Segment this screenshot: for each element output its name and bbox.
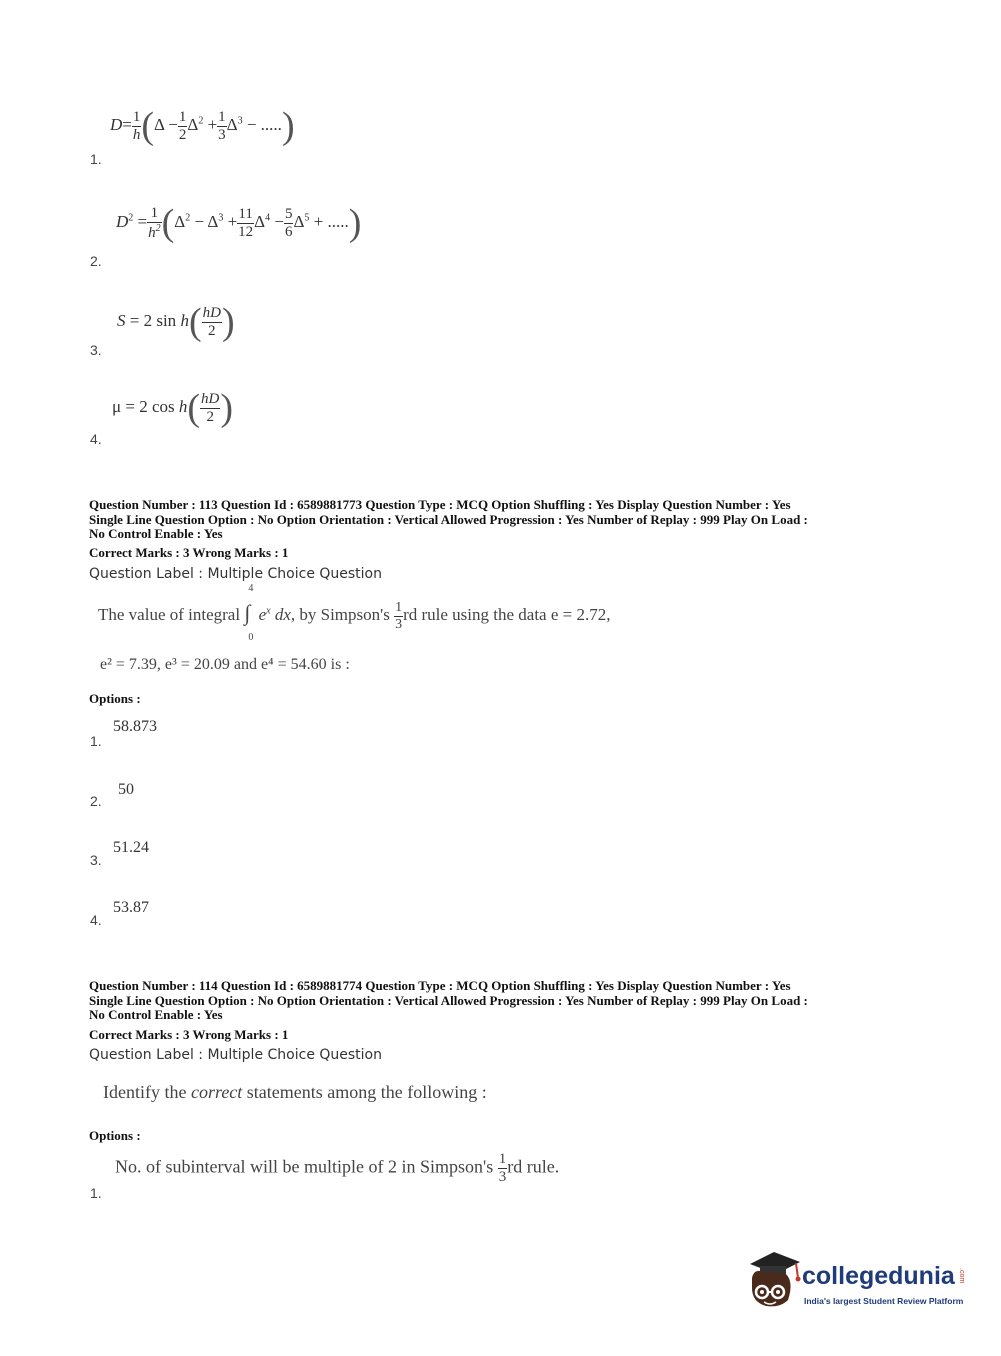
q113-text-part-3: rd rule using the data e = 2.72, (403, 605, 611, 624)
q113-option-1-value[interactable]: 58.873 (113, 718, 157, 735)
logo-suffix: .com (958, 1268, 965, 1284)
q113-option-1-number: 1. (90, 733, 102, 749)
q114-question-label: Question Label : Multiple Choice Question (89, 1047, 382, 1063)
prev-option-3-number: 3. (90, 342, 102, 358)
q114-text-emphasis: correct (190, 1082, 243, 1102)
logo-name: collegedunia (802, 1262, 955, 1290)
q114-meta-line-2: Single Line Question Option : No Option Orientation : Vertical Allowed Progression : Yes Number of Replay : 999 Play On Load : (89, 992, 808, 1008)
q113-option-3-number: 3. (90, 852, 102, 868)
q113-option-3-value[interactable]: 51.24 (113, 839, 149, 856)
logo-tagline: India's largest Student Review Platform (804, 1296, 964, 1306)
q114-marks: Correct Marks : 3 Wrong Marks : 1 (89, 1027, 289, 1042)
q113-option-4-number: 4. (90, 912, 102, 928)
q114-question-text (103, 1082, 487, 1103)
prev-option-1-formula: D= $\frac{1}{h}$ (Δ − $\frac{1}{2}$ $\Delta^2$ + $\frac{1}{3}$ $\Delta^3$ − .....) (110, 105, 295, 147)
q113-question-text: The value of integral ∫ 4 0 $e^x$ dx, by Simpson's $\frac{1}{3}$ rd rule using the data e = 2.72, (98, 583, 611, 643)
q114-option-1-number: 1. (90, 1185, 102, 1201)
prev-option-2-number: 2. (90, 253, 102, 269)
q113-meta (89, 498, 989, 542)
q114-option-1-text[interactable]: No. of subinterval will be multiple of 2 in Simpson's $\frac{1}{3}$ rd rule. (115, 1151, 560, 1185)
mascot-graduate-icon (742, 1248, 802, 1310)
q114-meta (89, 979, 989, 1023)
prev-option-2-formula: $D^2$ = $\frac{1}{h^2}$ ($\Delta^2 - \Delta^3$ + $\frac{11}{12}$ $\Delta^4$ − $\frac{5}{6}$ $\Delta^5$ + .....) (116, 202, 362, 244)
q113-option-2-value[interactable]: 50 (118, 781, 134, 798)
q113-marks: Correct Marks : 3 Wrong Marks : 1 (89, 545, 289, 560)
q114-meta-line-3: No Control Enable : Yes (89, 1007, 223, 1022)
prev-option-4-number: 4. (90, 431, 102, 447)
prev-option-3-formula: S = 2 sin h( $\frac{hD}{2}$ ) (117, 301, 235, 343)
prev-option-1-number: 1. (90, 151, 102, 167)
prev-option-4-formula: μ = 2 cos h( $\frac{hD}{2}$ ) (112, 387, 234, 429)
q114-text-part-1: Identify the (103, 1082, 191, 1102)
q113-meta-line-1: Question Number : 113 Question Id : 6589881773 Question Type : MCQ Option Shuffling : Yes Display Question Number : Yes (89, 497, 791, 512)
integral-sign-icon: ∫ 4 0 (244, 583, 254, 643)
q113-question-label: Question Label : Multiple Choice Question (89, 566, 382, 582)
q113-option-4-value[interactable]: 53.87 (113, 899, 149, 916)
q113-option-2-number: 2. (90, 793, 102, 809)
q114-options-heading: Options : (89, 1128, 141, 1143)
q114-option-1-part-1: No. of subinterval will be multiple of 2 in Simpson's (115, 1156, 494, 1177)
q113-meta-line-2: Single Line Question Option : No Option Orientation : Vertical Allowed Progression : Yes Number of Replay : 999 Play On Load : (89, 511, 808, 527)
q114-text-part-2: statements among the following : (242, 1082, 487, 1102)
q113-meta-line-3: No Control Enable : Yes (89, 526, 223, 541)
q113-question-text-line-2: e² = 7.39, e³ = 20.09 and e⁴ = 54.60 is : (100, 656, 350, 673)
q114-meta-line-1: Question Number : 114 Question Id : 6589881774 Question Type : MCQ Option Shuffling : Yes Display Question Number : Yes (89, 978, 791, 993)
q114-option-1-part-2: rd rule. (507, 1156, 560, 1177)
q113-options-heading: Options : (89, 691, 141, 706)
collegedunia-logo (742, 1248, 972, 1318)
q113-text-part-1: The value of integral (98, 605, 241, 624)
q113-text-part-2: , by Simpson's (290, 605, 390, 624)
